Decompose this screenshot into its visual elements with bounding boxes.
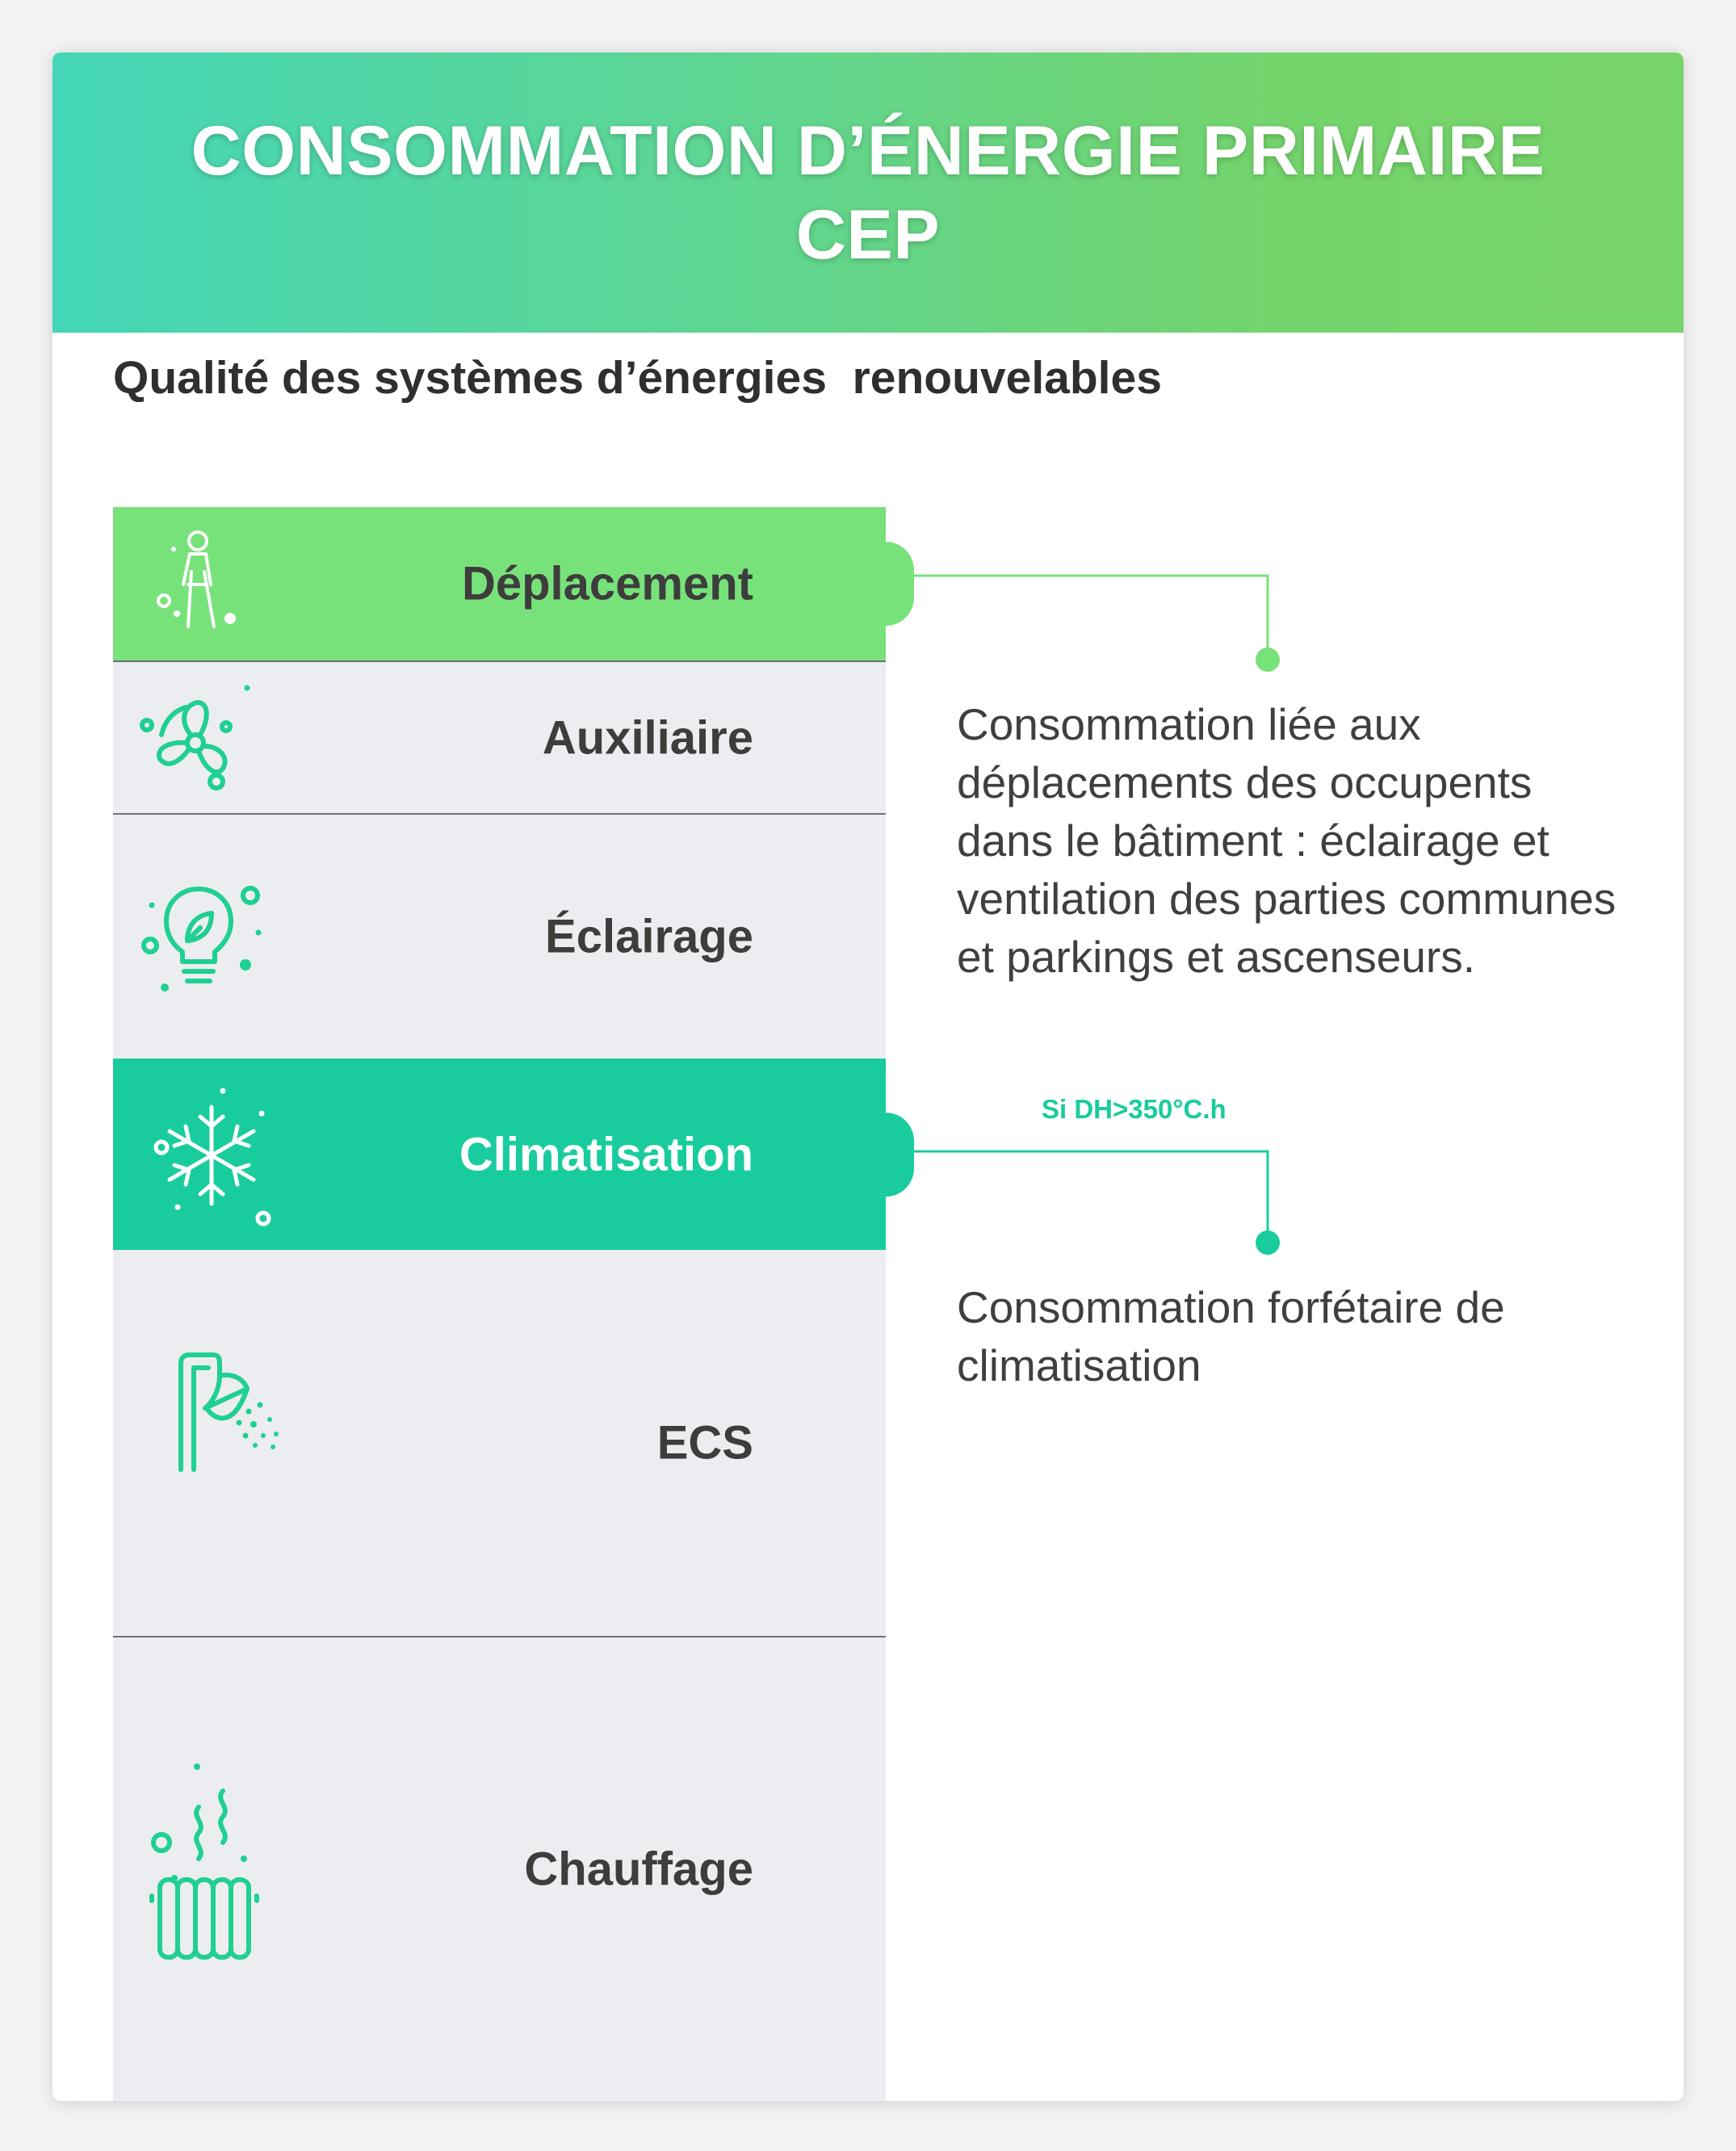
subtitle: Qualité des systèmes d’énergies renouvelables <box>113 352 1162 404</box>
deplacement-description: Consommation liée aux déplacements des occupents dans le bâtiment : éclairage et ventilation des parties communes et parkings et ascenseurs. <box>957 699 1616 982</box>
category-label: ECS <box>656 1416 753 1470</box>
connector-lines <box>52 52 1684 2101</box>
deplacement-connector-line <box>914 576 1268 656</box>
category-label: Auxiliaire <box>542 711 753 764</box>
infographic-card <box>52 52 1684 2101</box>
climatisation-connector-line <box>914 1151 1268 1239</box>
category-label: Déplacement <box>461 557 753 610</box>
category-label: Chauffage <box>524 1843 753 1896</box>
category-label: Climatisation <box>459 1128 753 1180</box>
category-label: Éclairage <box>545 910 753 963</box>
deplacement-connector-dot <box>1256 648 1280 672</box>
page-title-acronym: CEP <box>795 195 941 274</box>
climatisation-description: Consommation forfétaire de climatisation <box>957 1282 1505 1390</box>
climatisation-connector-dot <box>1256 1231 1280 1255</box>
climatisation-condition: Si DH>350°C.h <box>1042 1094 1227 1124</box>
page-title: CONSOMMATION D’ÉNERGIE PRIMAIRE <box>191 111 1545 190</box>
